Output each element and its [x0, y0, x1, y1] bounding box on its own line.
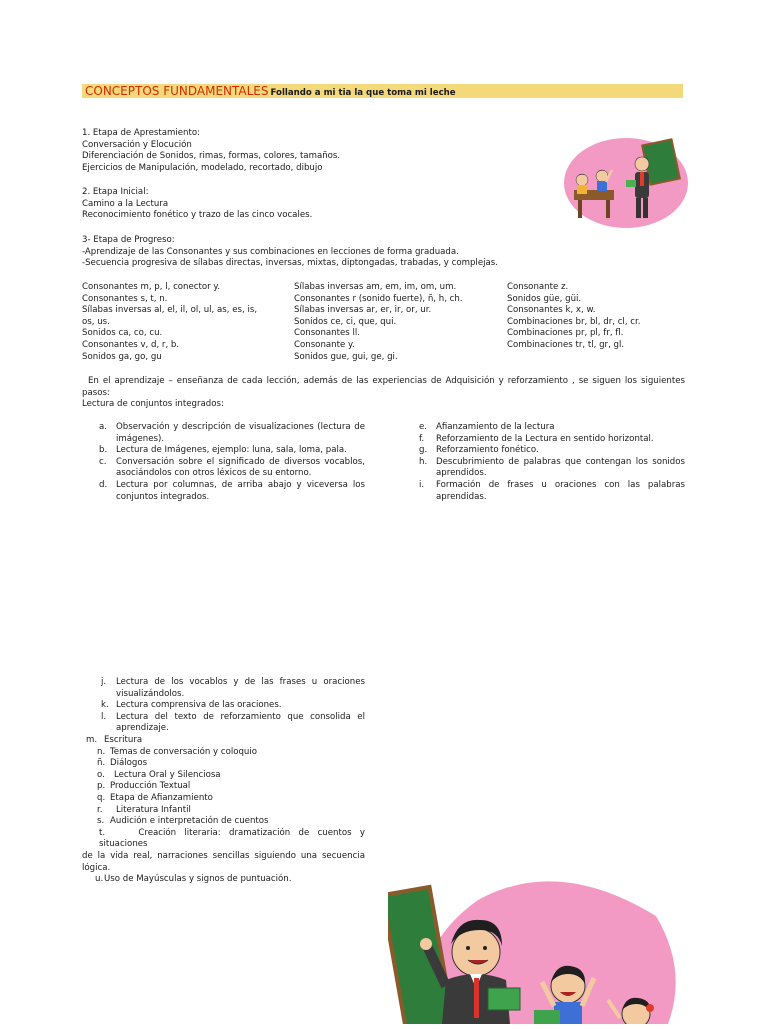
column-line: Sonidos gue, gui, ge, gi. — [294, 351, 398, 362]
list-item-text: Diálogos — [110, 758, 148, 769]
list-item-text: Lectura por columnas, de arriba abajo y viceversa los conjuntos integrados. — [116, 479, 365, 502]
list-item-text: Lectura de Imágenes, ejemplo: luna, sala, loma, pala. — [116, 445, 347, 456]
list-marker: l. — [101, 711, 107, 722]
stage2-line: Camino a la Lectura — [82, 198, 169, 209]
list-item-continuation: de la vida real, narraciones sencillas siguiendo una secuencia lógica. — [82, 850, 365, 873]
consonant-column-2 — [294, 282, 463, 363]
intro-subheading: Lectura de conjuntos integrados: — [82, 399, 224, 410]
list-marker: k. — [101, 700, 109, 711]
list-item — [82, 445, 365, 457]
list-item — [82, 735, 365, 747]
list-marker: e. — [419, 422, 428, 432]
intro-paragraph — [82, 376, 685, 411]
list-item — [402, 457, 685, 480]
column-line: Sonidos ce, ci, que, qui. — [294, 316, 397, 327]
column-line: Combinaciones br, bl, dr, cl, cr. — [507, 316, 641, 327]
list-marker: p. — [97, 781, 106, 792]
list-item-text: Literatura Infantil — [116, 804, 191, 815]
list-item — [82, 793, 365, 805]
list-marker: d. — [99, 479, 108, 490]
document-subtitle: Follando a mi tia la que toma mi leche — [270, 88, 456, 98]
list-item — [82, 457, 365, 480]
list-item — [402, 422, 685, 434]
list-item — [82, 747, 365, 759]
column-line: Consonantes m, p, l, conector y. — [82, 282, 220, 292]
stage1-section — [82, 128, 340, 174]
list-item-text: Audición e interpretación de cuentos — [110, 816, 269, 827]
consonant-column-3 — [507, 282, 640, 352]
column-line: os, us. — [82, 316, 110, 327]
list-marker: s. — [97, 816, 105, 827]
list-marker: a. — [99, 422, 107, 432]
stage3-line: -Secuencia progresiva de sílabas directas, inversas, mixtas, diptongadas, trabadas, y complejas. — [82, 258, 498, 269]
list-item-text: Temas de conversación y coloquio — [110, 746, 258, 757]
intro-text: En el aprendizaje – enseñanza de cada lección, además de las experiencias de Adquisición y reforzamiento , se siguen los siguientes pasos: — [82, 376, 685, 398]
stage1-line: Diferenciación de Sonidos, rimas, formas, colores, tamaños. — [82, 151, 341, 162]
steps-list-right — [402, 422, 685, 503]
list-item-text: Etapa de Afianzamiento — [110, 792, 213, 803]
column-line: Sonidos güe, güi. — [507, 293, 582, 304]
list-item-text: Observación y descripción de visualizaciones (lectura de imágenes). — [116, 422, 365, 444]
list-item-text: Lectura del texto de reforzamiento que consolida el aprendizaje. — [116, 711, 365, 734]
classroom-clipart-large — [388, 860, 688, 1024]
stage2-line: Reconocimiento fonético y trazo de las cinco vocales. — [82, 210, 313, 221]
list-marker: i. — [419, 479, 425, 490]
column-line: Consonante z. — [507, 282, 569, 292]
list-item-text: Lectura comprensiva de las oraciones. — [116, 700, 282, 711]
list-marker: r. — [97, 804, 103, 815]
list-marker: j. — [101, 677, 107, 687]
steps-list-bottom — [82, 677, 365, 886]
column-line: Sonidos ca, co, cu. — [82, 328, 163, 339]
list-item — [82, 700, 365, 712]
list-marker: c. — [99, 456, 107, 467]
document-title: CONCEPTOS FUNDAMENTALES — [85, 84, 269, 98]
column-line: Consonantes ll. — [294, 328, 360, 339]
list-marker: g. — [419, 445, 428, 456]
column-line: Combinaciones pr, pl, fr, fl. — [507, 328, 624, 339]
list-item-text: Afianzamiento de la lectura — [436, 422, 555, 432]
stage1-heading: 1. Etapa de Aprestamiento: — [82, 128, 201, 138]
column-line: Sílabas inversas am, em, im, om, um. — [294, 282, 457, 292]
list-item — [82, 816, 365, 828]
stage2-heading: 2. Etapa Inicial: — [82, 187, 149, 197]
column-line: Consonantes s, t, n. — [82, 293, 168, 304]
list-marker: b. — [99, 445, 108, 456]
column-line: Consonante y. — [294, 339, 355, 350]
list-item-text: Reforzamiento de la Lectura en sentido horizontal. — [436, 433, 654, 444]
list-item — [402, 434, 685, 446]
list-item — [82, 422, 365, 445]
list-item — [82, 805, 365, 817]
list-item-text: Uso de Mayúsculas y signos de puntuación. — [104, 874, 292, 885]
list-item — [402, 480, 685, 503]
list-item-text: Reforzamiento fonético. — [436, 445, 539, 456]
list-marker: t. — [99, 827, 106, 838]
stage3-heading: 3- Etapa de Progreso: — [82, 235, 175, 245]
list-marker: q. — [97, 792, 106, 803]
column-line: Sonidos ga, go, gu — [82, 351, 162, 362]
list-marker: ñ. — [97, 758, 106, 769]
list-item — [82, 828, 365, 874]
consonant-column-1 — [82, 282, 257, 363]
stage1-line: Ejercicios de Manipulación, modelado, recortado, dibujo — [82, 162, 323, 173]
list-marker: m. — [86, 734, 98, 745]
list-item-text: Producción Textual — [110, 781, 191, 792]
list-item — [82, 758, 365, 770]
column-line: Consonantes r (sonido fuerte), ñ, h, ch. — [294, 293, 463, 304]
classroom-clipart-small — [560, 128, 688, 232]
stage3-line: -Aprendizaje de las Consonantes y sus combinaciones en lecciones de forma graduada. — [82, 246, 459, 257]
list-item-text: Formación de frases u oraciones con las palabras aprendidas. — [436, 479, 685, 502]
list-item-text: Descubrimiento de palabras que contengan los sonidos aprendidos. — [436, 456, 685, 479]
list-item — [82, 677, 365, 700]
stage1-line: Conversación y Elocución — [82, 139, 192, 150]
list-marker: n. — [97, 746, 106, 757]
list-item-text: Lectura Oral y Silenciosa — [114, 769, 221, 780]
column-line: Sílabas inversas ar, er, ir, or, ur. — [294, 305, 432, 316]
list-item-text: Lectura de los vocablos y de las frases u oraciones visualizándolos. — [116, 677, 365, 699]
steps-list-left — [82, 422, 365, 503]
list-marker: h. — [419, 456, 428, 467]
list-marker: u. — [95, 874, 104, 885]
list-item — [82, 874, 365, 886]
list-item-text: Creación literaria: dramatización de cuentos y situaciones — [99, 827, 365, 850]
column-line: Consonantes v, d, r, b. — [82, 339, 180, 350]
list-item-text: Escritura — [104, 734, 143, 745]
list-item — [82, 781, 365, 793]
column-line: Combinaciones tr, tl, gr, gl. — [507, 339, 625, 350]
list-marker: o. — [97, 769, 105, 780]
list-item — [82, 770, 365, 782]
title-bar — [82, 84, 683, 98]
column-line: Sílabas inversas al, el, il, ol, ul, as, es, is, — [82, 305, 258, 316]
stage2-section — [82, 187, 312, 222]
stage3-section — [82, 235, 498, 270]
list-item — [402, 445, 685, 457]
list-item — [82, 480, 365, 503]
list-marker: f. — [419, 433, 425, 444]
column-line: Consonantes k, x, w. — [507, 305, 596, 316]
list-item-text: Conversación sobre el significado de diversos vocablos, asociándolos con otros léxicos de su entorno. — [116, 456, 365, 479]
list-item — [82, 712, 365, 735]
